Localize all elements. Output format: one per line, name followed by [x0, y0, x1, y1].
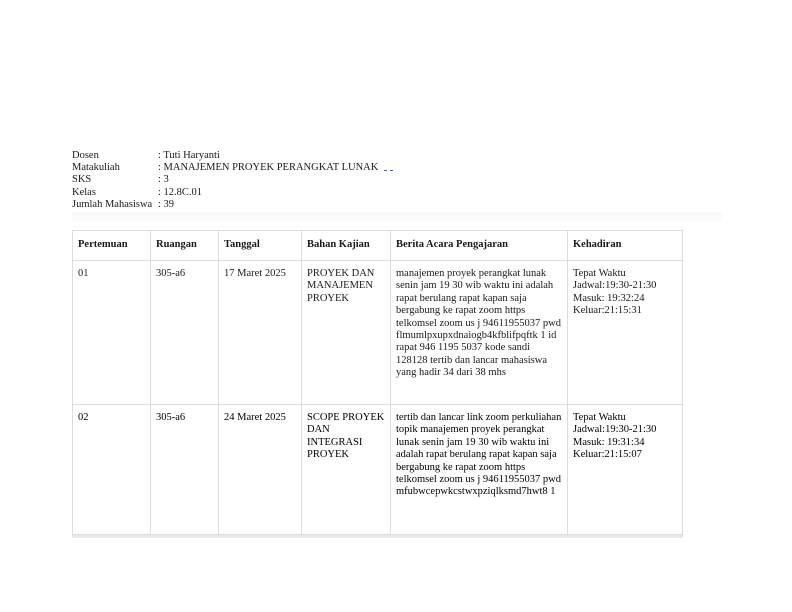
info-label: Matakuliah — [72, 162, 120, 174]
header-ruangan: Ruangan — [151, 231, 219, 261]
table-bottom-shadow — [72, 535, 683, 538]
cell-ruangan: 305-a6 — [151, 405, 219, 535]
info-label: Jumlah Mahasiswa — [72, 198, 153, 210]
attendance-masuk: Masuk: 19:32:24 — [573, 292, 645, 304]
info-value: : 39 — [158, 198, 175, 210]
attendance-jadwal: Jadwal:19:30-21:30 — [573, 280, 657, 292]
header-pertemuan: Pertemuan — [73, 231, 151, 261]
cell-berita-acara: manajemen proyek perangkat lunak senin jam 19 30 wib waktu ini adalah rapat berulang rapat kapan saja bergabung ke rapat zoom https telkomsel zoom us j 94611955037 pwd flmumlpxupxdnaiogb4kfblifpqftk 1 id rapat 946 1195 5037 kode sandi 128128 tertib dan lancar mahasiswa yang hadir 34 dari 38 mhs — [391, 261, 568, 405]
cell-pertemuan: 02 — [73, 405, 151, 535]
attendance-keluar: Keluar:21:15:31 — [573, 305, 642, 317]
info-row-matakuliah — [72, 162, 393, 174]
attendance-masuk: Masuk: 19:31:34 — [573, 436, 645, 448]
link-icon[interactable] — [384, 162, 393, 171]
header-kehadiran: Kehadiran — [568, 231, 683, 261]
cell-tanggal: 17 Maret 2025 — [219, 261, 302, 405]
cell-tanggal: 24 Maret 2025 — [219, 405, 302, 535]
header-bahan-kajian: Bahan Kajian — [302, 231, 391, 261]
cell-kehadiran — [568, 405, 683, 535]
table-row — [73, 261, 683, 405]
info-row-sks — [72, 174, 393, 186]
cell-berita-acara: tertib dan lancar link zoom perkuliahan topik manajemen proyek perangkat lunak senin jam 19 30 wib waktu ini adalah rapat berulang rapat kapan saja bergabung ke rapat zoom https telkomsel zoom us j 94611955037 pwd mfubwcepwkcstwxpziqlksmd7hwt8 1 — [391, 405, 568, 535]
info-label: Dosen — [72, 150, 99, 161]
header-tanggal: Tanggal — [219, 231, 302, 261]
cell-bahan-kajian: SCOPE PROYEK DAN INTEGRASI PROYEK — [302, 405, 391, 535]
course-info — [72, 150, 393, 211]
cell-bahan-kajian: PROYEK DAN MANAJEMEN PROYEK — [302, 261, 391, 405]
info-value: : 12.8C.01 — [158, 186, 203, 198]
attendance-status: Tepat Waktu — [573, 412, 626, 423]
cell-kehadiran — [568, 261, 683, 405]
attendance-keluar: Keluar:21:15:07 — [573, 449, 642, 461]
cell-pertemuan: 01 — [73, 261, 151, 405]
info-row-jumlah — [72, 199, 393, 211]
info-value: : 3 — [158, 174, 169, 186]
table-header-row — [73, 231, 683, 261]
header-berita-acara: Berita Acara Pengajaran — [391, 231, 568, 261]
attendance-jadwal: Jadwal:19:30-21:30 — [573, 424, 657, 436]
info-value: : Tuti Haryanti — [158, 150, 220, 161]
info-label: SKS — [72, 174, 92, 186]
attendance-table — [72, 230, 683, 535]
table-row — [73, 405, 683, 535]
info-label: Kelas — [72, 186, 96, 198]
cell-ruangan: 305-a6 — [151, 261, 219, 405]
divider-band — [72, 212, 722, 222]
info-value: : MANAJEMEN PROYEK PERANGKAT LUNAK — [158, 162, 379, 174]
info-row-dosen — [72, 150, 393, 162]
attendance-status: Tepat Waktu — [573, 268, 626, 279]
info-row-kelas — [72, 187, 393, 199]
